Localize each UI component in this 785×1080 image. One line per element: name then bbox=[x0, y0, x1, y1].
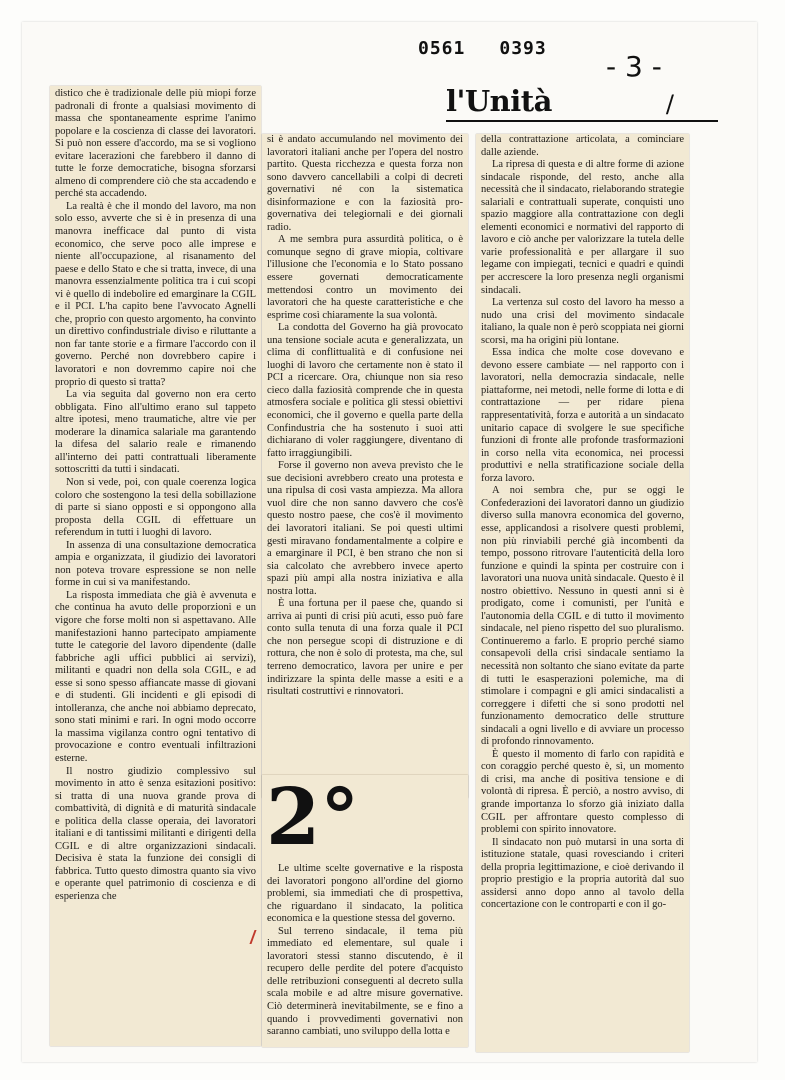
paragraph: La via seguita dal governo non era certo obbligata. Fino all'ultimo erano sul tappeto altre ipotesi, meno traumatiche, altre vie per moderare la dinamica salariale ma garantendo la difesa del salario reale e rimanendo all'interno dei patti contrattuali liberamente sottoscritti da tutti i sindacati. bbox=[55, 389, 256, 476]
paragraph: A noi sembra che, pur se oggi le Confederazioni dei lavoratori danno un giudizio diverso sulla manovra economica del governo, esse, applicandosi a risolvere questi problemi, non più rinviabili perché già incombenti da tempo, possono ritrovare l'autenticità della loro funzione e quindi la spinta per costruire con i lavoratori una nuova unità sindacale. Questo è il nostro obiettivo. Nessuno in questi anni si è prodigato, come i comunisti, per l'unità e l'autonomia della CGIL e di tutto il movimento sindacale, nel pieno rispetto del suo pluralismo. Continueremo a farlo. E proprio perché siamo consapevoli della crisi sindacale sentiamo la necessità non soltanto che siano evitate da parte di tutti le esasperazioni polemiche, ma di stimolare i compagni e gli amici sindacalisti a correggere i difetti che si sono prodotti nel funzionamento democratico delle strutture sindacali a ogni livello e di avviare un processo di profondo rinnovamento. bbox=[481, 485, 684, 748]
column-c-text bbox=[262, 863, 468, 1039]
column-a-text bbox=[50, 88, 261, 904]
handwritten-page-mark: - 3 - bbox=[606, 50, 662, 83]
paragraph: Il sindacato non può mutarsi in una sorta di istituzione statale, quasi rovesciando i criteri della propria legittimazione, e cioè derivando il proprio prestigio e la propria autorità dal suo assidersi anno dopo anno al tavolo della concertazione con le controparti e con il go- bbox=[481, 836, 684, 911]
paragraph: Le ultime scelte governative e la risposta dei lavoratori pongono all'ordine del giorno problemi, sia immediati che di prospettiva, che riguardano il sindacato, la politica economica e la questione stessa del governo. bbox=[267, 863, 463, 925]
archive-number bbox=[418, 38, 581, 59]
paragraph: si è andato accumulando nel movimento dei lavoratori italiani anche per l'opera del nostro partito. Questa ricchezza e questa forza non sono davvero cancellabili a colpi di decreti governativi né con la sistematica disinformazione e con la faziosità pro-governativa dei telegiornali e dei giornali radio. bbox=[267, 134, 463, 233]
paragraph: della contrattazione articolata, a cominciare dalle aziende. bbox=[481, 134, 684, 158]
paragraph: In assenza di una consultazione democratica ampia e organizzata, il giudizio dei lavoratori non poteva trovare espressione se non nelle forme in cui si va manifestando. bbox=[55, 539, 256, 589]
clipping-column-b bbox=[262, 134, 468, 798]
paragraph: La vertenza sul costo del lavoro ha messo a nudo una crisi del movimento sindacale italiano, la quale non è però scoppiata nei giorni scorsi, ma ha origini più lontane. bbox=[481, 297, 684, 346]
paragraph: La ripresa di questa e di altre forme di azione sindacale risponde, del resto, anche alla necessità che il sindacato, rielaborando strategie salariali e contrattuali superate, conquisti uno spazio maggiore alla contrattazione con degli elementi economici e normativi del rapporto di lavoro e ciò anche per valorizzare la tutela delle varie professionalità e per allargare il suo legame con impiegati, tecnici e quadri e quindi per accrescere la loro presenza negli organismi sindacali. bbox=[481, 159, 684, 296]
archive-number-left: 0561 bbox=[418, 38, 466, 59]
handwritten-slash: / bbox=[665, 90, 674, 118]
paragraph: La condotta del Governo ha già provocato una tensione sociale acuta e generalizzata, un clima di conflittualità e di confusione nei luoghi di lavoro che certamente non è stato il PCI a ricercare. Ora, chiunque non sia reso cieco dalla faziosità comprende che in questa atmosfera sociale e politica gli stessi obiettivi economici, che il governo e quella parte della Confindustria che ha sostenuto i suoi atti dichiarano di voler raggiungere, diventano di fatto irraggiungibili. bbox=[267, 322, 463, 459]
newspaper-masthead bbox=[446, 84, 718, 122]
clipping-column-c bbox=[262, 775, 468, 1047]
column-b-text bbox=[262, 134, 468, 699]
section-numeral: 2° bbox=[266, 775, 360, 863]
clipping-column-d bbox=[476, 134, 689, 1052]
paragraph: distico che è tradizionale delle più miopi forze padronali di fronte a qualsiasi movimento di massa che spontaneamente esprime l'animo popolare e la coscienza di classe dei lavoratori. Si può non essere d'accordo, ma se si vogliono evitare lacerazioni che farebbero il danno di tutte le forze democratiche, bisogna sforzarsi almeno di comprendere ciò che sta accadendo e perché sta accadendo. bbox=[55, 88, 256, 200]
clipping-column-a bbox=[50, 86, 261, 1046]
paragraph: A me sembra pura assurdità politica, o è comunque segno di grave miopia, coltivare l'illusione che l'economia e lo Stato possano essere governati democraticamente mettendosi contro un movimento dei lavoratori che ha queste caratteristiche e che esprime così chiaramente la sua volontà. bbox=[267, 234, 463, 321]
paragraph: Non si vede, poi, con quale coerenza logica coloro che sostengono la tesi della sobillazione di parte si siano opposti e si oppongono alla proposta della CGIL di effettuare un referendum in tutti i luoghi di lavoro. bbox=[55, 476, 256, 539]
paragraph: Forse il governo non aveva previsto che le sue decisioni avrebbero creato una protesta e una ripulsa di così vasta ampiezza. Ma allora vuol dire che non sanno davvero che cos'è questo nostro paese, che cos'è il movimento dei lavoratori italiani. Se poi questi ultimi gesti miravano fondamentalmente a colpire e a emarginare il PCI, è ben strano che non si sia calcolato che avrebbero invece aperto spazi più ampi alla nostra iniziativa e alla nostra lotta. bbox=[267, 460, 463, 597]
paragraph: Essa indica che molte cose dovevano e devono essere cambiate — nel rapporto con i lavoratori, nella democrazia sindacale, nelle piattaforme, nei metodi, nelle forme di lotta e di contrattazione — per ridare piena rappresentatività, forza e autorità a un sindacato unitario capace di svolgere le sue specifiche funzioni di fronte alle profonde trasformazioni in corso nella vita economica, nei processi produttivi e nella stratificazione sociale della forza lavoro. bbox=[481, 347, 684, 484]
masthead-logo: l'Unità bbox=[446, 84, 552, 118]
paragraph: Sul terreno sindacale, il tema più immediato ed elementare, sul quale i lavoratori stessi stanno discutendo, è il recupero delle perdite del potere d'acquisto delle retribuzioni conseguenti al decreto sulla scala mobile e ad altre misure governative. Ciò determinerà inevitabilmente, se e fino a quando i provvedimenti governativi non saranno cambiati, uno sviluppo della lotta e bbox=[267, 925, 463, 1038]
paragraph: Il nostro giudizio complessivo sul movimento in atto è senza esitazioni positivo: si tratta di una nuova grande prova di combattività, di dignità e di maturità sindacale e politica della classe operaia, dei lavoratori italiani e di tantissimi militanti e dirigenti della CGIL e di altre organizzazioni sindacali. Decisiva è stata la funzione dei consigli di fabbrica. Tutto questo dimostra quanto sia vivo e operante quel patrimonio di coscienza e di esperienza che bbox=[55, 765, 256, 902]
paragraph: La realtà è che il mondo del lavoro, ma non solo esso, avverte che si è in presenza di una manovra inefficace dal punto di vista economico, che serve poco alle imprese e niente all'occupazione, al risanamento del paese e dello Stato e che si tratta, invece, di una manovra essenzialmente politica tra i cui scopi vi è quello di indebolire ed emarginare la CGIL e il PCI. L'ha capito bene l'avvocato Agnelli che, proprio con questo argomento, ha convinto un direttivo confindustriale diviso e riluttante a non far tante storie e a firmare l'accordo con il governo. Perché non dovrebbero capire i lavoratori e non dovremmo capire noi che proprio di questo si tratta? bbox=[55, 200, 256, 388]
paragraph: È una fortuna per il paese che, quando si arriva ai punti di crisi più acuti, esso può fare conto sulla tenuta di una forza quale il PCI che non persegue scopi di distruzione e di rottura, che non è solo di protesta, ma che, sul terreno democratico, lavora per unire e per indirizzare la spinta delle masse a esiti e a risultati costruttivi e rinnovatori. bbox=[267, 598, 463, 698]
paragraph: La risposta immediata che già è avvenuta e che continua ha avuto delle proporzioni e un vigore che forse molti non si aspettavano. Alle manifestazioni hanno partecipato ampiamente tutte le categorie del lavoro dipendente (dalle fabbriche agli uffici pubblici ai servizi), militanti e quadri non della sola CGIL, e ad esse si sono spesso affiancate masse di giovani e di studenti. Gli incidenti e gli episodi di intolleranza, che anche noi abbiamo deprecato, sono stati minimi e rari. In ogni modo occorre la massima vigilanza contro ogni tentativo di provocazione e contro eventuali infiltrazioni esterne. bbox=[55, 589, 256, 764]
archive-number-right: 0393 bbox=[499, 38, 547, 59]
paragraph: È questo il momento di farlo con rapidità e con coraggio perché questo è, sì, un momento di crisi, ma anche di positiva tensione e di volontà di ripresa. È perciò, a nostro avviso, di grande importanza lo sforzo già iniziato dalla CGIL per affrontare questo complesso di problemi con spirito innovatore. bbox=[481, 748, 684, 836]
column-d-text bbox=[476, 134, 689, 912]
